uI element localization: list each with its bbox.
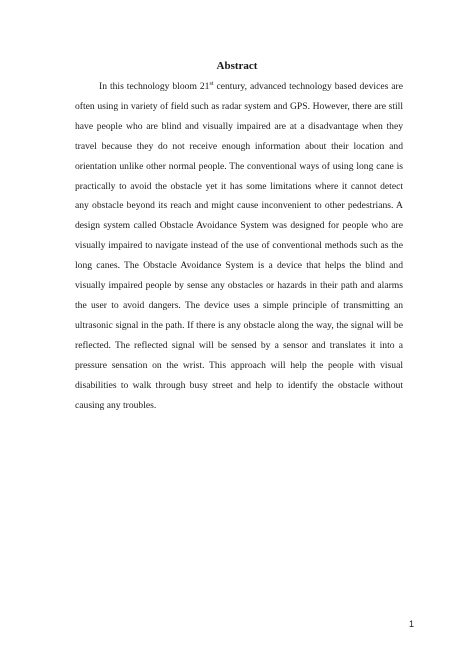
page-number: 1 <box>408 619 414 629</box>
abstract-paragraph <box>75 77 403 415</box>
ordinal-superscript: st <box>209 80 214 87</box>
paragraph-text-rest: century, advanced technology based devices are often using in variety of field such as radar system and GPS. However, there are still have people who are blind and visually impaired are at a disadvantage when they travel because they do not receive enough information about their location and orientation unlike other normal people. The conventional ways of using long cane is practically to avoid the obstacle yet it has some limitations where it cannot detect any obstacle beyond its reach and might cause inconvenient to other pedestrians. A design system called Obstacle Avoidance System was designed for people who are visually impaired to navigate instead of the use of conventional methods such as the long canes. The Obstacle Avoidance System is a device that helps the blind and visually impaired people by sense any obstacles or hazards in their path and alarms the user to avoid dangers. The device uses a simple principle of transmitting an ultrasonic signal in the path. If there is any obstacle along the way, the signal will be reflected. The reflected signal will be sensed by a sensor and translates it into a pressure sensation on the wrist. This approach will help the people with visual disabilities to walk through busy street and help to identify the obstacle without causing any troubles. <box>75 81 404 411</box>
abstract-heading: Abstract <box>216 60 258 72</box>
paragraph-text-start: In this technology bloom 21 <box>99 81 210 92</box>
